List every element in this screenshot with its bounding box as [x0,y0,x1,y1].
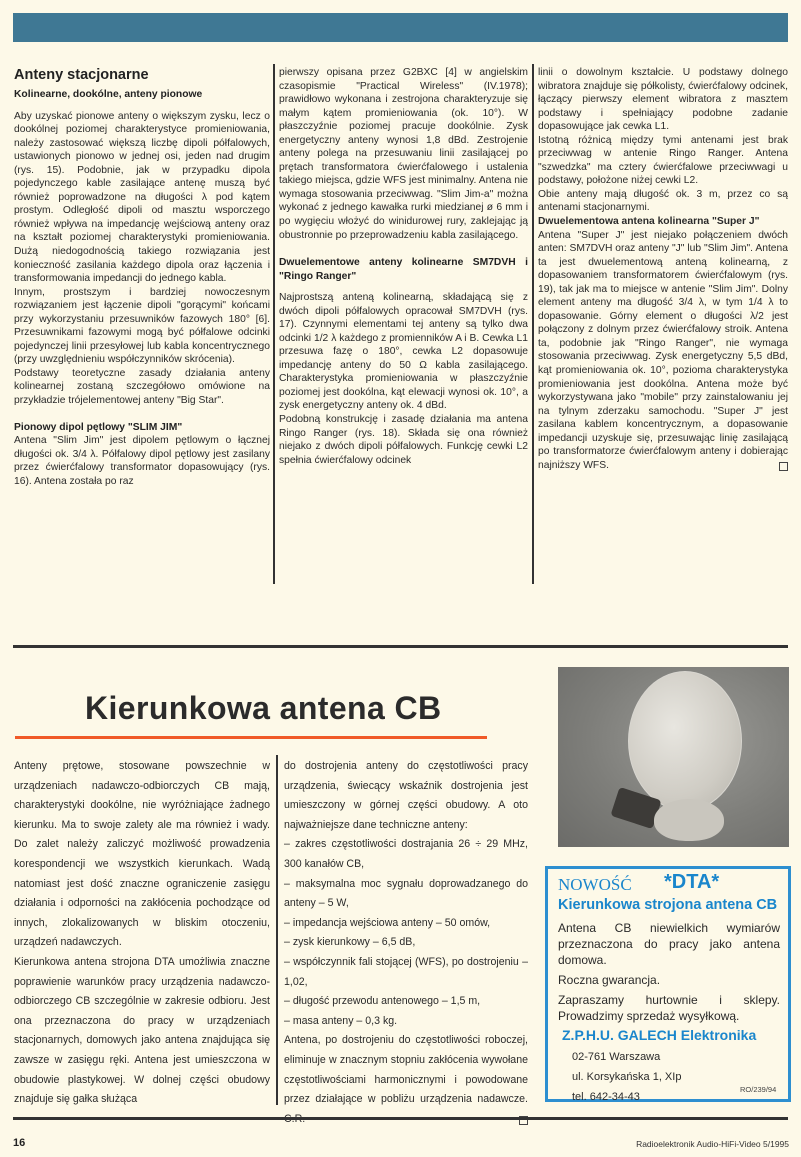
superj-heading: Dwuelementowa antena kolinearna "Super J" [538,216,760,228]
ad-reference-code: RO/239/94 [740,1085,777,1094]
page-number: 16 [13,1137,26,1149]
article1-column-1 [14,66,270,488]
ad-product-name: *DTA* [664,871,720,893]
footer-divider [13,1117,788,1120]
title-underline [15,736,487,739]
column-divider [276,755,278,1105]
paragraph: Podobną konstrukcję i zasadę działania ma antena Ringo Ranger (rys. 18). Składa się ona również niejako z dwóch dipoli półfalowych. Funkcję cewki L2 spełnia ćwierćfalowy odcinek [279,414,528,466]
antenna-photo [558,667,789,847]
spec-item: – współczynnik fali stojącej (WFS), po dostrojeniu – 1,02, [284,955,528,988]
paragraph: Anteny prętowe, stosowane powszechnie w urządzeniach nadawczo-odbiorczych CB mają, charakterystyki dookólne, nie wyróżniające żadnego kierunku. Ma to swoje zalety ale ma również i wady. Do zalet należy zaliczyć możliwość prowadzenia korespondencji we wszystkich kierunkach. Wadą natomiast jest dość znaczne ograniczenie zasięgu działania i odporności na zakłócenia pochodzące od innych, zlokalizowanych w bliskim otoczeniu, urządzeń nadawczych. [14,760,270,949]
paragraph: Istotną różnicą między tymi antenami jest brak przeciwwag w antenie Ringo Ranger. Antena "szwedzka" ma cztery ćwierćfalowe przeciwwagi u podstawy, położone niżej cewki L2. [538,134,788,187]
end-of-article-icon [779,462,788,471]
publication-name: Radioelektronik Audio-HiFi-Video 5/1995 [636,1139,789,1149]
slimjim-heading: Pionowy dipol pętlowy "SLIM JIM" [14,421,183,433]
ad-address-line: 02-761 Warszawa [572,1051,661,1063]
article2-column-2 [284,757,528,1129]
paragraph: Podstawy teoretyczne zasady działania anteny kolinearnej zostaną szczegółowo omówione na przykładzie trójelementowej anteny "Big Star". [14,367,270,406]
section-divider [13,645,788,648]
spec-item: – maksymalna moc sygnału doprowadzanego do anteny – 5 W, [284,877,528,910]
ad-text: Roczna gwarancja. [558,973,661,987]
header-color-band [13,13,788,42]
ad-headline: Kierunkowa strojona antena CB [558,897,778,913]
article1-column-3 [538,66,788,472]
column-divider [532,64,534,584]
paragraph: do dostrojenia anteny do częstotliwości pracy urządzenia, świecący wskaźnik dostrojenia jest umieszczony w górnej części obudowy. A oto najważniejsze dane techniczne anteny: [284,760,528,831]
paragraph: Najprostszą anteną kolinearną, składającą się z dwóch dipoli półfalowych opracował SM7DVH (rys. 17). Czynnymi elementami tej anteny są tylko dwa odcinki 1/2 λ każdego z promienników A i B. Cewka L1 przesuwa fazę o 180°, cewka L2 dopasowuje impedancję anteny do 50 Ω kabla zasilającego. Charakterystyka promieniowania w płaszczyźnie poziomej jest dookólna, kąt elewacji wynosi ok. 10°, a zysk energetyczny anteny ok. 4 dBd. [279,292,528,412]
spec-item: – masa anteny – 0,3 kg. [284,1014,398,1027]
paragraph: linii o dowolnym kształcie. U podstawy dolnego wibratora znajduje się półkolisty, ćwierćfalowy odcinek, łączący pierwszy element wibratora z masztem podstawy i spełniający podobne zadanie dopasowujące jak cewka L1. [538,67,788,133]
ad-text: Zapraszamy hurtownie i sklepy. Prowadzimy sprzedaż wysyłkową. [558,993,780,1023]
spec-item: – impedancja wejściowa anteny – 50 omów, [284,916,491,929]
spec-item: – długość przewodu antenowego – 1,5 m, [284,995,481,1008]
paragraph: Aby uzyskać pionowe anteny o większym zysku, lecz o dookólnej poziomej charakterystyce promieniowania, należy zastosować większą liczbę dipoli półfalowych, ustawionych pionowo w jednej osi, jeden nad drugim (rys. 15). Podobnie, jak w przypadku dipola pojedynczego kable zasilające antenę muszą być również poprowadzone na długości λ pod kątem prostym. Odległość dipoli od masztu wsporczego również wpływa na impedancję wejściową anteny oraz na kształt poziomej charakterystyki promieniowania. Dużą niedogodnością takiego rozwiązania jest konieczność zasilania każdego dipola oraz łączenia i transformowania impedancji do jednego kabla. [14,110,270,285]
ad-text: Antena CB niewielkich wymiarów przeznaczona do pracy jako antena domowa. [558,921,780,967]
ad-company-name: Z.P.H.U. GALECH Elektronika [562,1027,757,1043]
spec-item: – zakres częstotliwości dostrajania 26 ÷ 29 MHz, 300 kanałów CB, [284,838,528,870]
column-divider [273,64,275,584]
paragraph: pierwszy opisana przez G2BXC [4] w angielskim czasopismie "Practical Wireless" (IV.1978); prawidłowo wykonana i zestrojona charakteryzuje się małym kątem promieniowania (ok. 10°). W płaszczyźnie poziomej pracuje dookólnie. Zysk energetyczny anteny wynosi 1,8 dBd. Zestrojenie anteny polega na przesuwaniu linii zasilającej po prętach transformatora ćwierćfalowego i ustalenia takiego miejsca, gdzie WFS jest minimalny. Antena nie wymaga stosowania przeciwwag. "Slim Jim-a" można wykonać z jednego kawałka rurki miedzianej ø 6 mm i po wygięciu włożyć do winidurowej rury, zaklejając ją obustronnie po przeprowadzeniu kabla zasilającego. [279,67,528,241]
article1-title: Anteny stacjonarne [14,67,149,83]
paragraph: Antena "Slim Jim" jest dipolem pętlowym o łącznej długości ok. 3/4 λ. Półfalowy dipol pętlowy jest zasilany przez ćwierćfalowy transformator dopasowujący (rys. 16). Antena została po raz [14,435,270,487]
article1-subtitle: Kolinearne, dookólne, anteny pionowe [14,89,203,100]
paragraph: Antena "Super J" jest niejako połączeniem dwóch anten: SM7DVH oraz anteny "J" lub "Slim Jim". Antena ta jest dwuelementową anteną kolinearną, z dopasowaniem transformatorem ćwierćfalowym (rys. 19), tak jak ma to miejsce w antenie "Slim Jim". Dolny element anteny ma długość 3/4 λ, w tym 1/4 λ to dopasowanie. Górny element o długości λ/2 jest połączony z dolnym przez ćwierćfalowy stroik. Antena ta, podobnie jak "Ringo Ranger", nie wymaga stosowania przeciwwag. Zysk energetyczny 5,5 dBd, kąt promieniowania ok. 10°, pozioma charakterystyka promieniowania jest dookólna. Antena może być wykorzystywana jako "mobile" przy zainstalowaniu jej na tylnym zderzaku samochodu. "Super J" jest zasilana kablem koncentrycznym, a dopasowanie impedancji uzyskuje się, przesuwając linię zasilającą po transformatorze ćwierćfalowym anteny i dobierając najniższy WFS. [538,229,788,471]
article2-column-1 [14,757,270,1110]
ad-new-label: NOWOŚĆ [558,875,632,894]
antenna-dish [628,671,742,811]
spec-item: – zysk kierunkowy – 6,5 dB, [284,936,416,949]
sm7dvh-heading: Dwuelementowe anteny kolinearne SM7DVH i "Ringo Ranger" [279,257,528,282]
article2-title: Kierunkowa antena CB [85,690,442,726]
ad-phone: tel. 642-34-43 [572,1091,640,1103]
paragraph: Antena, po dostrojeniu do częstotliwości roboczej, eliminuje w znacznym stopniu zakłócenia wywołane częstotliwościami harmonicznymi i powodowane przez działające w pobliżu urządzenia nadawcze. [284,1031,528,1129]
paragraph: Obie anteny mają długość ok. 3 m, przez co są antenami stacjonarnymi. [538,188,788,214]
paragraph: Innym, prostszym i bardziej nowoczesnym rozwiązaniem jest łączenie dipoli "gorącymi" końcami przy wykorzystaniu przesuwników fazowych 180° [6]. Przesuwnikami fazowymi mogą być półfalowe odcinki pojedynczej linii przesyłowej lub kabla koncentrycznego (przy uwzględnieniu współczynników skrócenia). [14,286,270,366]
ad-address [572,1047,681,1107]
antenna-stand [654,799,724,841]
ad-address-line: ul. Korsykańska 1, XIp [572,1071,682,1083]
ad-body [558,920,780,1028]
article1-column-2 [279,66,528,467]
paragraph: Kierunkowa antena strojona DTA umożliwia znaczne poprawienie warunków pracy urządzenia nadawczo-odbiorczego CB szczególnie w zakresie odbioru. Jest ona przeznaczona do pracy w urządzeniach stacjonarnych, domowych jako antena znajdująca się zawsze w zasięgu ręki. Antena jest umieszczona w obudowie plastykowej. W dolnej części obudowy znajduje się gałka służąca [14,955,270,1106]
